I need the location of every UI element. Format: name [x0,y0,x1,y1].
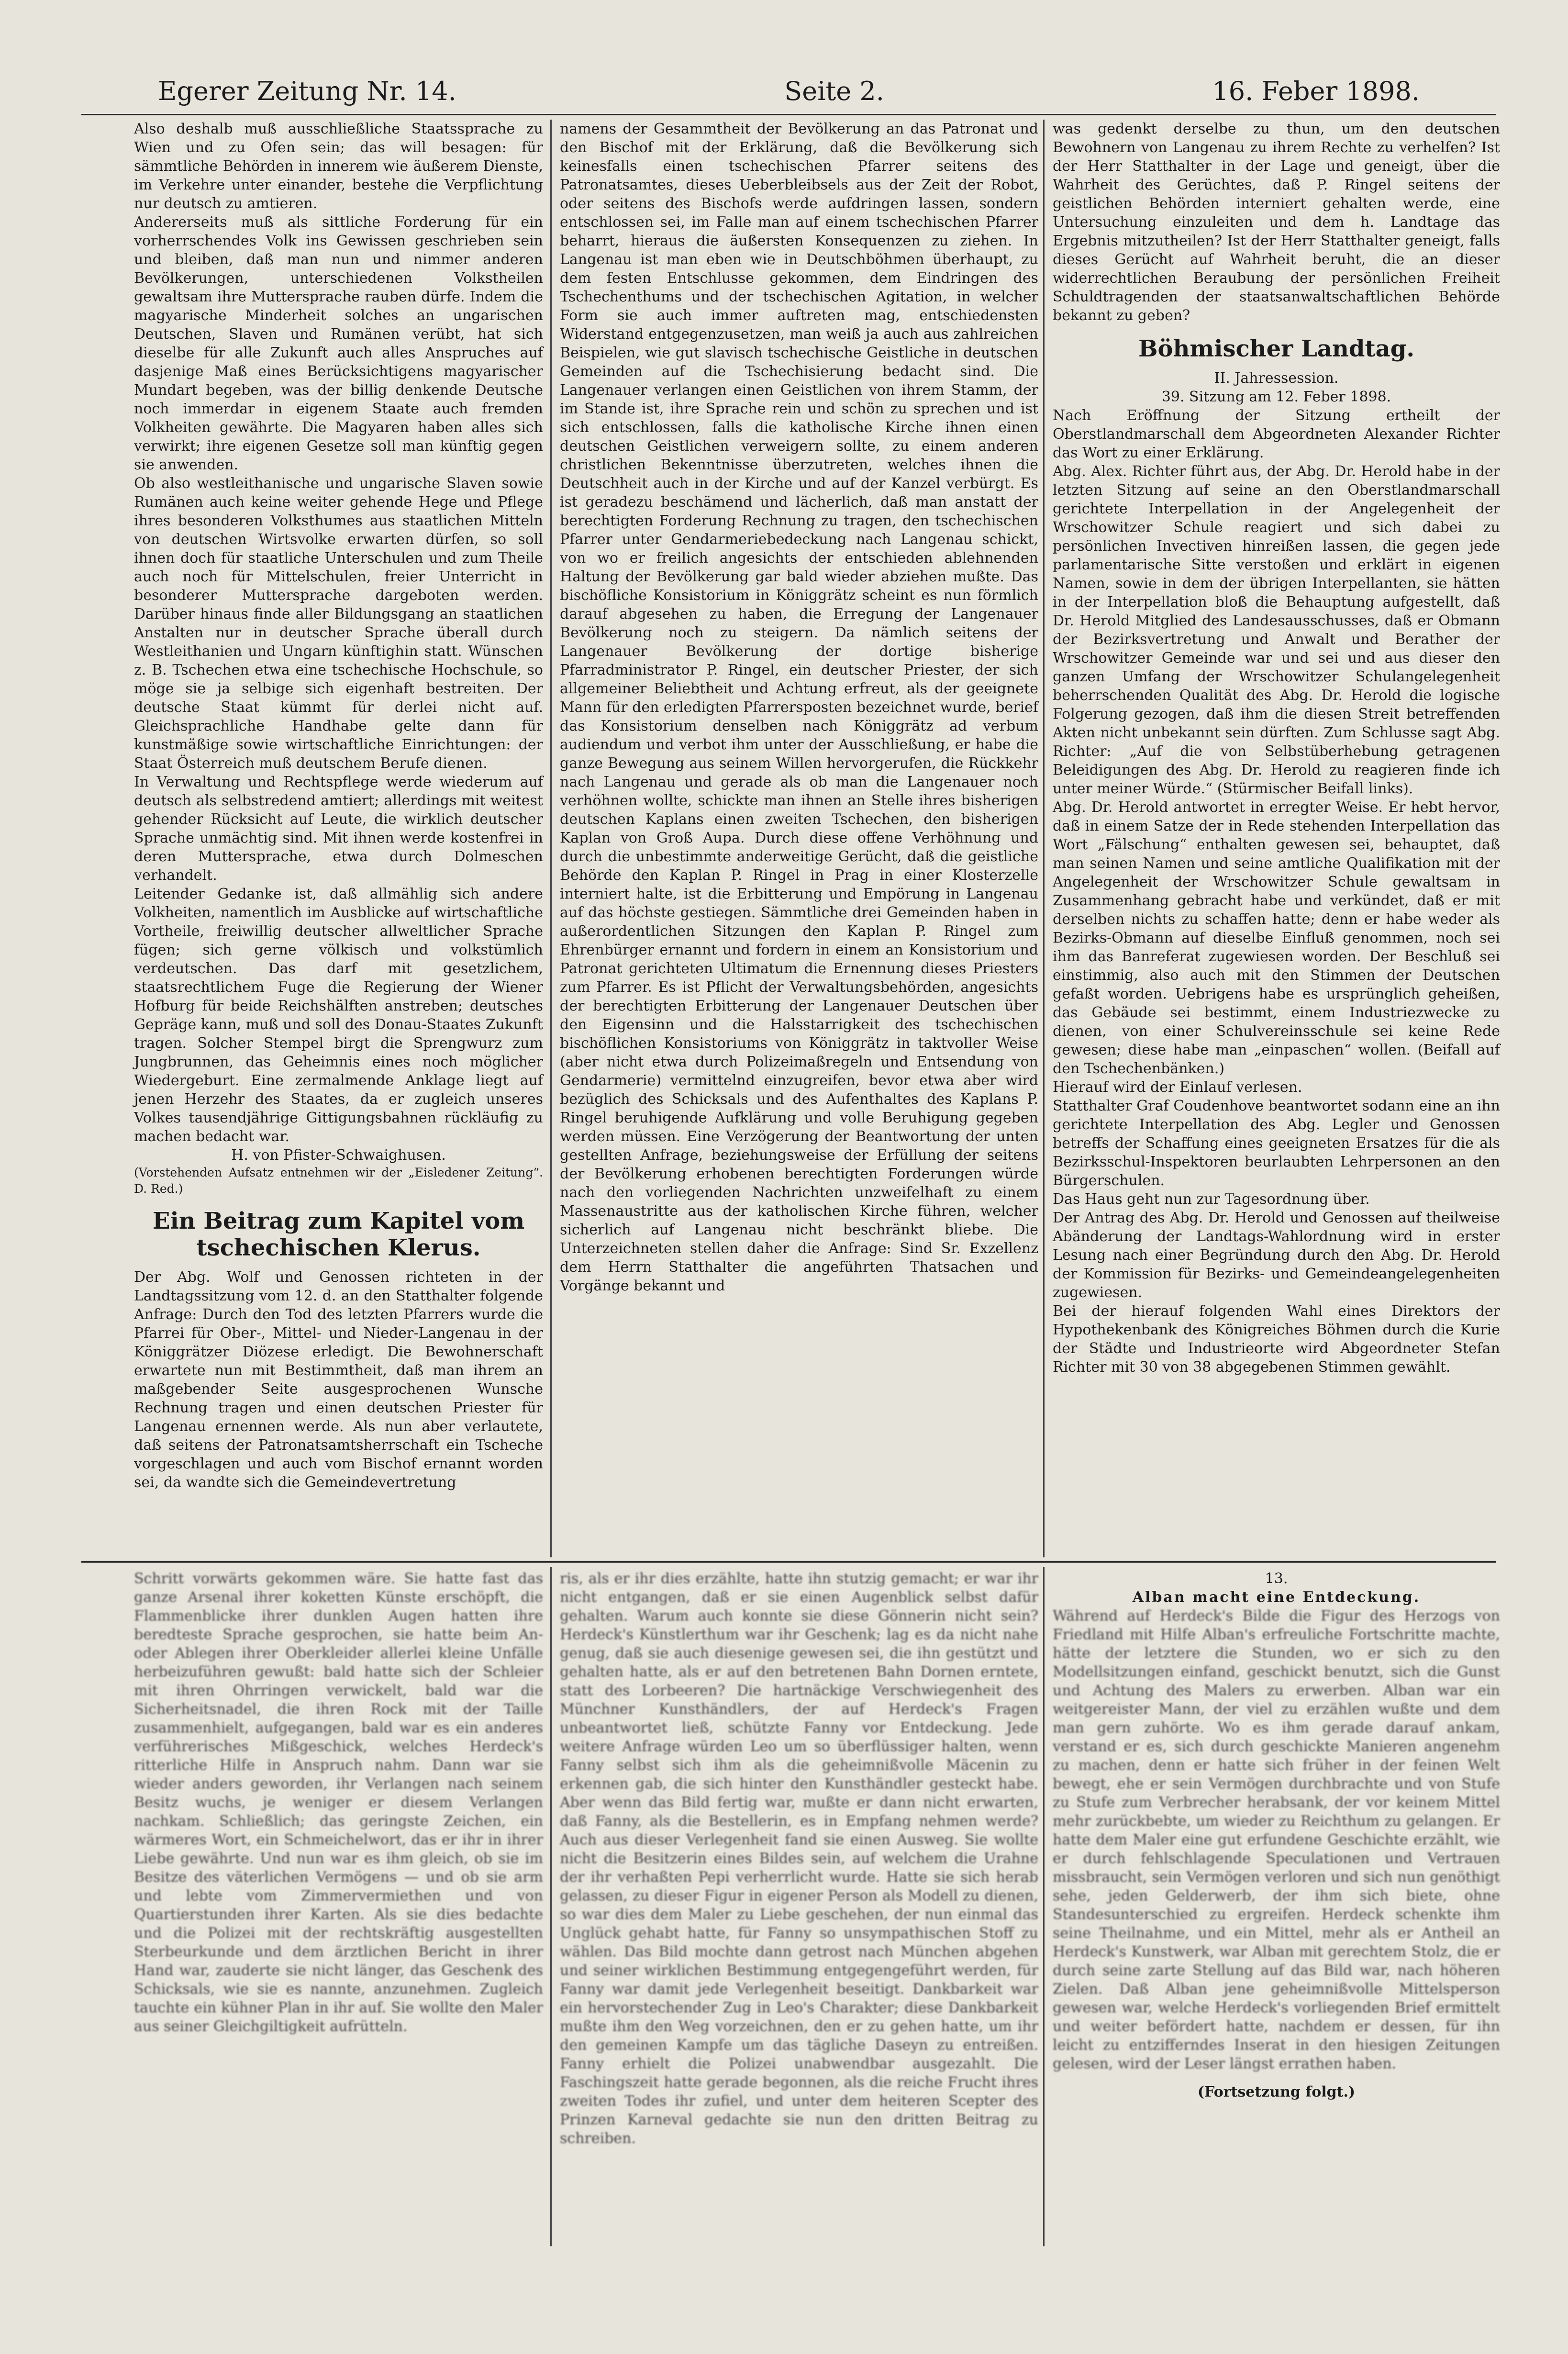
paragraph: Nach Eröffnung der Sitzung ertheilt der Oberstlandmarschall dem Abgeordneten Alexander Richter das Wort zu einer Erklärung. [1053,407,1500,461]
paragraph: Der Antrag des Abg. Dr. Herold und Genossen auf theilweise Abänderung der Landtags-Wahlordnung wird in erster Lesung nach einer Begründung durch den Abg. Dr. Herold der Kommission für Bezirks- und Gemeindeangelegenheiten zugewiesen. [1053,1210,1500,1301]
paragraph: Ob also westleithanische und ungarische Slaven sowie Rumänen auch keine weiter gehende Hege und Pflege ihres besonderen Volksthumes aus staatlichen Mitteln von deutschen Wirtsvolke erwarten dürfen, so soll ihnen doch für staatliche Unterschulen und zum Theile auch noch für Mittelschulen, freier Unterricht in besonderer Muttersprache dargeboten werden. Darüber hinaus finde aller Bildungsgang an staatlichen Anstalten nur in deutscher Sprache überall durch Westleithanien und Ungarn künftighin statt. Wünschen z. B. Tschechen etwa eine tschechische Hochschule, so möge sie ja selbige sich eigenhaft bestreiten. Der deutsche Staat kümmt für derlei nicht auf. Gleichsprachliche Handhabe gelte dann für kunstmäßige sowie wirtschaftliche Einrichtungen: der Staat Österreich muß deutschem Berufe dienen. [134,475,543,772]
feuilleton-rule [81,1561,1496,1563]
paragraph: Schritt vorwärts gekommen wäre. Sie hatte fast das ganze Arsenal ihrer koketten Künste erschöpft, die Flammenblicke ihrer dunklen Augen hatten ihre beredteste Sprache gesprochen, sie hatte beim An- oder Ablegen ihrer Oberkleider allerlei kleine Unfälle herbeizuführen gewußt: bald hatte sich der Schleier mit ihren Ohrringen verwickelt, bald war die Sicherheitsnadel, die ihren Rock mit der Taille zusammenhielt, aufgegangen, bald war es ein anderes verführerisches Mißgeschick, welches Herdeck's ritterliche Hilfe in Anspruch nahm. Dann war sie wieder anders geworden, ihr Verlangen nach seinem Besitz wuchs, je weniger er diesem Verlangen nachkam. Schließlich; das geringste Zeichen, ein wärmeres Wort, ein Schmeichelwort, das er ihr in ihrer Liebe gewährte. Und nun war es ihm gleich, ob sie im Besitze des väterlichen Vermögens — und ob sie arm und lebte vom Zimmervermiethen und von Quartierstunden ihrer Karten. Als sie dies bedachte und die Polizei mit der rechtskräftig ausgestellten Sterbeurkunde und dem ärztlichen Bericht in ihrer Hand war, zauderte sie nicht länger, das Geschenk des Schicksals, wie sie es nannte, anzunehmen. Zugleich tauchte ein kühner Plan in ihr auf. Sie wollte den Maler aus seiner Gleichgiltigkeit aufrütteln. [134,1570,543,2035]
paragraph: In Verwaltung und Rechtspflege werde wiederum auf deutsch als selbstredend amtiert; allerdings mit weitest gehender Rücksicht auf Leute, die wirklich deutscher Sprache unmächtig sind. Mit ihnen werde kostenfrei in deren Muttersprache, etwa durch Dolmeschen verhandelt. [134,774,543,884]
signature: H. von Pfister-Schwaighusen. [231,1147,446,1164]
paragraph: ris, als er ihr dies erzählte, hatte ihn stutzig gemacht; er war ihr nicht entgangen, daß er sie einen Augenblick selbst dafür gehalten. Warum auch konnte sie diese Gönnerin nicht sein? Herdeck's Künstlerthum war ihr Geschenk; lag es da nicht nahe genug, daß sie auch diesenige gewesen sei, die ihn gestützt und gehalten hatte, als er auf den betretenen Bahn Dornen erntete, statt des Lorbeeren? Die hartnäckige Verschwiegenheit des Münchner Kunsthändlers, der auf Herdeck's Fragen unbeantwortet ließ, schützte Fanny vor Entdeckung. Jede weitere Anfrage würden Leo um so überflüssiger halten, wenn Fanny selbst sich ihm als die geheimnißvolle Mäcenin zu erkennen gab, die sich hinter den Kunsthändler gesteckt habe. Aber wenn das Bild fertig war, mußte er dann nicht erwarten, daß Fanny, als die Bestellerin, es in Empfang nehmen werde? Auch aus dieser Verlegenheit fand sie einen Ausweg. Sie wollte nicht die Besitzerin eines Bildes sein, auf welchem die Urahne der ihr verhaßten Pepi verherrlicht wurde. Hatte sie sich herab gelassen, zu dieser Figur in eigener Person als Modell zu dienen, so war dies dem Maler zu Liebe geschehen, der nun einmal das Unglück gehabt hatte, für Fanny so unsympathischen Stoff zu wählen. Das Bild mochte dann getrost nach München abgehen und seiner wirklichen Bestimmung entgegengeführt werden, für Fanny war damit jede Verlegenheit beseitigt. Dankbarkeit war ein hervorstechender Zug in Leo's Charakter; diese Dankbarkeit mußte ihm den Weg vorzeichnen, den er zu gehen hatte, um ihr den gemeinen Kampfe um das tägliche Daseyn zu entreißen. Fanny erhielt die Polizei unabwendbar ausgezahlt. Die Faschingszeit hatte gerade begonnen, als die reiche Frucht ihres zweiten Todes ihr zufiel, und unter dem heiteren Scepter des Prinzen Karneval gedachte sie nun den dritten Beitrag zu schreiben. [560,1570,1038,2147]
column-3 [1053,120,1500,1377]
column-2 [560,120,1038,1295]
paragraph: Hierauf wird der Einlauf verlesen. [1053,1079,1302,1096]
masthead-paper: Egerer Zeitung Nr. 14. [158,76,456,106]
column-rule [1043,120,1045,1557]
column-rule [1043,1567,1045,2246]
section-heading: Böhmischer Landtag. [1138,335,1415,362]
column-1 [134,120,543,1492]
chapter-title: Alban macht eine Entdeckung. [1132,1589,1421,1606]
header-rule [81,114,1496,115]
masthead [158,72,1420,110]
paragraph: Während auf Herdeck's Bilde die Figur des Herzogs von Friedland mit Hilfe Alban's erfreuliche Fortschritte machte, hätte der letztere die Stunden, wo er sich zu den Modellsitzungen einfand, geschickt benutzt, sich die Gunst und Achtung des Malers zu erwerben. Alban war ein weitgereister Mann, der viel zu erzählen wußte und dem man gern zuhörte. Wo es ihm gerade darauf ankam, verstand er es, sich durch geschickte Manieren angenehm zu machen, denn er hatte sich früher in der feinen Welt bewegt, ehe er sein Vermögen durchbrachte und von Stufe zu Stufe zum Verbrecher herabsank, der vor keinem Mittel mehr zurückbebte, um wieder zu Reichthum zu gelangen. Er hatte dem Maler eine gut erfundene Geschichte erzählt, wie er durch fehlschlagende Speculationen und Vertrauen missbraucht, sein Vermögen verloren und sich nun genöthigt sehe, jeden Gelderwerb, der ihm sich biete, ohne Standesunterschied zu ergreifen. Herdeck schenkte ihm seine Theilnahme, und ein Mittel, mehr als er Antheil an Herdeck's Kunstwerk, war Alban mit gerechtem Stolz, die er durch seine zarte Stellung auf das Bild war, nach höheren Zielen. Daß Alban jene geheimnißvolle Mittelsperson gewesen war, welche Herdeck's vorliegenden Brief ermittelt und weiter befördert hatte, nachdem er dessen, für ihn leicht zu entzifferndes Inserat in den hiesigen Zeitungen gelesen, wird der Leser längst errathen haben. [1053,1608,1500,2072]
session-label: II. Jahressession. [1214,370,1339,387]
sitting-label: 39. Sitzung am 12. Feber 1898. [1161,389,1391,405]
editor-note: (Vorstehenden Aufsatz entnehmen wir der „Eisledener Zeitung“. D. Red.) [134,1166,543,1196]
paragraph: Abg. Dr. Herold antwortet in erregter Weise. Er hebt hervor, daß in einem Satze der in Rede stehenden Interpellation das Wort „Fälschung“ enthalten gewesen sei, behauptet, daß man seinen Namen und seine amtliche Qualifikation mit der Angelegenheit der Wrschowitzer Schule gewaltsam in Zusammenhang gebracht habe und verkündet, daß er mit derselben nichts zu schaffen hatte; denn er habe weder als Bezirks-Obmann auf dieselbe Einfluß genommen, noch sei ihm das Banreferat zugewiesen worden. Der Beschluß sei einstimmig, also auch mit den Stimmen der Deutschen gefaßt worden. Uebrigens habe es ursprünglich geheißen, das Gebäude sei bestimmt, einem Industriezwecke zu dienen, von einer Schulvereinsschule sei keine Rede gewesen; diese habe man „einpaschen“ wollen. (Beifall auf den Tschechenbänken.) [1053,799,1500,1077]
masthead-page: Seite 2. [784,76,884,106]
column-rule [550,1567,552,2246]
feuilleton-column-1 [134,1569,543,2036]
paragraph: Der Abg. Wolf und Genossen richteten in der Landtagssitzung vom 12. d. an den Statthalter folgende Anfrage: Durch den Tod des letzten Pfarrers wurde die Pfarrei für Ober-, Mittel- und Nieder-Langenau in der Königgrätzer Diözese erledigt. Die Bewohnerschaft erwartete nun mit Bestimmtheit, daß man ihrem an maßgebender Seite ausgesprochenen Wunsche Rechnung tragen und einen deutschen Priester für Langenau ernennen werde. Als nun aber verlautete, daß seitens der Patronatsamtsherrschaft ein Tscheche vorgeschlagen und auch vom Bischof ernannt worden sei, da wandte sich die Gemeindevertretung [134,1269,543,1491]
paragraph: Abg. Alex. Richter führt aus, der Abg. Dr. Herold habe in der letzten Sitzung auf seine an den Oberstlandmarschall gerichtete Interpellation in der Angelegenheit der Wrschowitzer Schule reagiert und sich dabei zu persönlichen Invectiven hinreißen lassen, die gegen jede parlamentarische Sitte verstoßen und erklärt in eigenen Namen, sowie in dem der übrigen Interpellanten, sie hätten in der Interpellation bloß die Behauptung aufgestellt, daß Dr. Herold Mitglied des Landesausschusses, daß er Obmann der Bezirksvertretung und Anwalt und Berather der Wrschowitzer Gemeinde war und sei und aus dieser den ganzen Umfang der Wrschowitzer Schulangelegenheit beherrschenden Qualität des Abg. Dr. Herold die logische Folgerung gezogen, daß ihm die diesen Streit betreffenden Akten nicht unbekannt sein dürften. Zum Schlusse sagt Abg. Richter: „Auf die von Selbstüberhebung getragenen Beleidigungen des Abg. Dr. Herold zu reagieren finde ich unter meiner Würde.“ (Stürmischer Beifall links). [1053,463,1500,797]
paragraph: was gedenkt derselbe zu thun, um den deutschen Bewohnern von Langenau zu ihrem Rechte zu verhelfen? Ist der Herr Statthalter in der Lage und geneigt, über die Wahrheit des Gerüchtes, daß P. Ringel seitens der geistlichen Behörden interniert gehalten werde, eine Untersuchung einzuleiten und dem h. Landtage das Ergebnis mitzutheilen? Ist der Herr Statthalter geneigt, falls dieses Gerücht auf Wahrheit beruht, die an dieser widerrechtlichen Beraubung der persönlichen Freiheit Schuldtragenden der staatsanwaltschaftlichen Behörde bekannt zu geben? [1053,121,1500,324]
paragraph: Bei der hierauf folgenden Wahl eines Direktors der Hypothekenbank des Königreiches Böhmen durch die Kurie der Städte und Industrieorte wird Abgeordneter Stefan Richter mit 30 von 38 abgegebenen Stimmen gewählt. [1053,1303,1500,1376]
paragraph: Statthalter Graf Coudenhove beantwortet sodann eine an ihn gerichtete Interpellation des Abg. Legler und Genossen betreffs der Schaffung eines geeigneten Ersatzes für die als Bezirksschul-Inspektoren beurlaubten Lehrpersonen an den Bürgerschulen. [1053,1098,1500,1189]
feuilleton-column-3 [1053,1569,1500,2101]
column-rule [550,120,552,1557]
continuation-note: (Fortsetzung folgt.) [1197,2084,1356,2100]
feuilleton-column-2 [560,1569,1038,2148]
paragraph: namens der Gesammtheit der Bevölkerung an das Patronat und den Bischof mit der Erklärung, daß die Bevölkerung sich keinesfalls einen tschechischen Pfarrer seitens des Patronatsamtes, dieses Ueberbleibsels aus der Zeit der Robot, oder seitens des Bischofs werde aufdringen lassen, sondern entschlossen sei, im Falle man auf einem tschechischen Pfarrer beharrt, hieraus die äußersten Konsequenzen zu ziehen. In Langenau ist man eben wie in Deutschböhmen überhaupt, zu dem festen Entschlusse gekommen, dem Eindringen des Tschechenthums und der tschechischen Agitation, in welcher Form sie auch immer auftreten mag, entschiedensten Widerstand entgegenzusetzen, man weiß ja auch aus zahlreichen Beispielen, wie gut slavisch tschechische Geistliche in deutschen Gemeinden auf die Tschechisierung bedacht sind. Die Langenauer verlangen einen Geistlichen von ihrem Stamm, der im Stande ist, ihre Sprache rein und schön zu sprechen und ist sich entschlossen, falls die katholische Kirche ihnen einen deutschen Geistlichen verweigern sollte, zu einem anderen christlichen Bekenntnisse überzutreten, welches ihnen die Deutschheit auch in der Kirche und auf der Kanzel verbürgt. Es ist geradezu beschämend und lächerlich, daß man anstatt der berechtigten Forderung Rechnung zu tragen, den tschechischen Pfarrer unter Gendarmeriebedeckung nach Langenau schickt, von wo er freilich angesichts der entschieden ablehnenden Haltung der Bevölkerung gar bald wieder abziehen mußte. Das bischöfliche Konsistorium in Königgrätz scheint es nun förmlich darauf abgesehen zu haben, die Erregung der Langenauer Bevölkerung noch zu steigern. Da nämlich seitens der Langenauer Bevölkerung der dortige bisherige Pfarradministrator P. Ringel, ein deutscher Priester, der sich allgemeiner Beliebtheit und Achtung erfreut, als der geeignete Mann für den erledigten Pfarrersposten bezeichnet wurde, berief das Konsistorium denselben nach Königgrätz ad verbum audiendum und verbot ihm unter der Ausschließung, er habe die ganze Bewegung aus seinem Willen hervorgerufen, die Rückkehr nach Langenau und gerade als ob man die Langenauer noch verhöhnen wollte, schickte man ihnen an Stelle ihres bisherigen deutschen Kaplans einen zweiten Tschechen, den bisherigen Kaplan von Groß Aupa. Durch diese offene Verhöhnung und durch die unbestimmte anderweitige Gerücht, daß die geistliche Behörde den Kaplan P. Ringel in Prag in einer Klosterzelle interniert halte, ist die Erbitterung und Empörung in Langenau auf das höchste gestiegen. Sämmtliche drei Gemeinden haben in außerordentlichen Sitzungen den Kaplan P. Ringel zum Ehrenbürger ernannt und fordern in einem an Konsistorium und Patronat gerichteten Ultimatum die Ernennung dieses Priesters zum Pfarrer. Es ist Pflicht der Verwaltungsbehörden, angesichts der berechtigten Erbitterung der Langenauer Deutschen über den Eigensinn und die Halsstarrigkeit des tschechischen bischöflichen Konsistoriums von Königgrätz in taktvoller Weise (aber nicht etwa durch Polizeimaßregeln und Entsendung von Gendarmerie) vermittelnd einzugreifen, bevor etwa aber wird bezüglich des Schicksals und des Aufenthaltes des Kaplans P. Ringel beruhigende Aufklärung und volle Beruhigung gegeben werden müssen. Eine Verzögerung der Beantwortung der unten gestellten Anfrage, beziehungsweise der Erfüllung der seitens der Bevölkerung erhobenen berechtigten Forderungen würde nach den vorliegenden Nachrichten unzweifelhaft zu einem Massenaustritte aus der katholischen Kirche führen, welcher sicherlich auf Langenau nicht beschränkt bliebe. Die Unterzeichneten stellen daher die Anfrage: Sind Sr. Exzellenz dem Herrn Statthalter die angeführten Thatsachen und Vorgänge bekannt und [560,121,1038,1294]
paragraph: Andererseits muß als sittliche Forderung für ein vorherrschendes Volk ins Gewissen geschrieben sein und bleiben, daß man nun und nimmer anderen Bevölkerungen, unterschiedenen Volkstheilen gewaltsam ihre Muttersprache rauben dürfe. Indem die magyarische Minderheit solches an ungarischen Deutschen, Slaven und Rumänen verübt, hat sich dieselbe für alle Zukunft auch alles Anspruches auf dasjenige Maß eines Berücksichtigens magyarischer Mundart begeben, was der billig denkende Deutsche noch immerdar in eigenem Staate auch fremden Volkheiten gewährte. Die Magyaren haben alles sich verwirkt; ihre eigenen Gesetze soll man künftig gegen sie anwenden. [134,214,543,473]
paragraph: Leitender Gedanke ist, daß allmählig sich andere Volkheiten, namentlich im Ausblicke auf wirtschaftliche Vortheile, freiwillig deutscher allweltlicher Sprache fügen; sich gerne völkisch und volkstümlich verdeutschen. Das darf mit gesetzlichem, staatsrechtlichem Fuge die Regierung der Wiener Hofburg für beide Reichshälften anstreben; deutsches Gepräge kann, muß und soll des Donau-Staates Zukunft tragen. Solcher Stempel birgt die Sprengwurz zum Jungbrunnen, das Geheimnis eines noch möglicher Wiedergeburt. Eine zermalmende Anklage liegt auf jenen Herzehr des Staates, da er zugleich unseres Volkes tausendjährige Gittigungsbahnen rückläufig zu machen bedacht war. [134,886,543,1145]
masthead-date: 16. Feber 1898. [1212,76,1420,106]
chapter-number: 13. [1265,1570,1288,1587]
paragraph: Das Haus geht nun zur Tagesordnung über. [1053,1191,1370,1208]
paragraph: Also deshalb muß ausschließliche Staatssprache zu Wien und zu Ofen sein; das will besagen: für sämmtliche Behörden in innerem wie äußerem Dienste, im Verkehre unter einander, bestehe die Verpflichtung nur deutsch zu amtieren. [134,121,543,212]
article-heading: Ein Beitrag zum Kapitel vom tschechischen Klerus. [152,1208,525,1261]
